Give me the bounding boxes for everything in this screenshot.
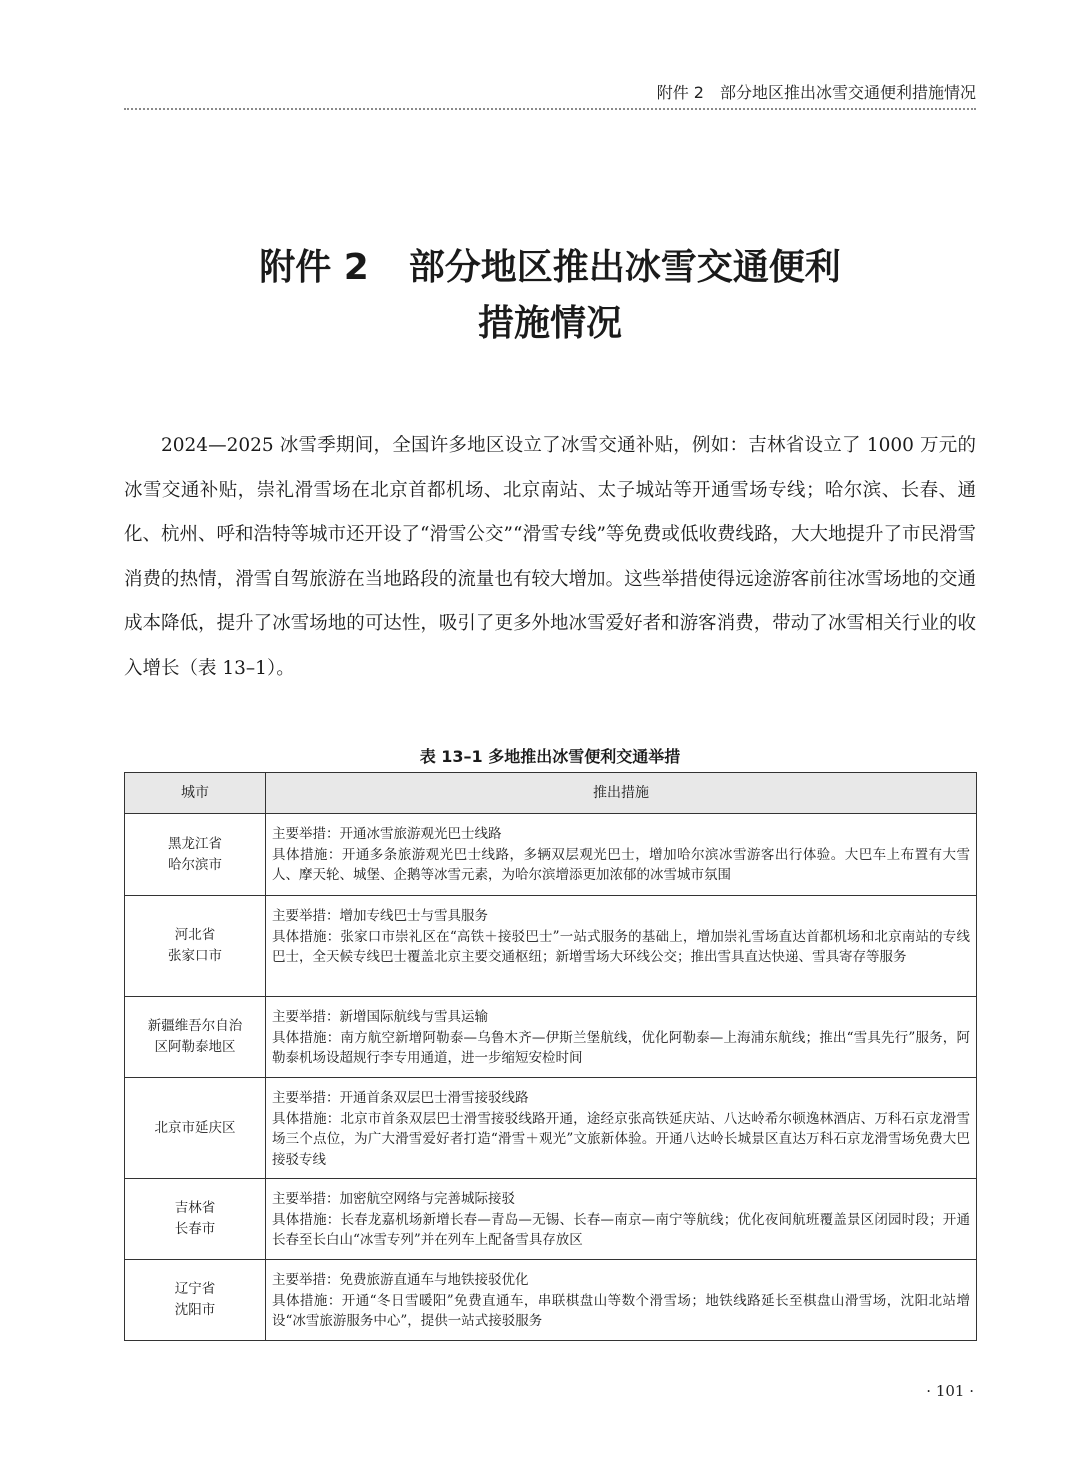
main-measure: 主要举措：开通冰雪旅游观光巴士线路 [272,826,502,842]
measures-cell [266,997,977,1078]
city-name-line: 张家口市 [168,948,222,964]
city-name-line: 辽宁省 [174,1281,216,1297]
detail-measure: 具体措施：开通多条旅游观光巴士线路，多辆双层观光巴士，增加哈尔滨冰雪游客出行体验。大巴车上布置有大雪人、摩天轮、城堡、企鹅等冰雪元素，为哈尔滨增添更加浓郁的冰雪城市氛围 [272,846,970,883]
measures-cell [266,1260,977,1341]
table-caption: 表 13–1 多地推出冰雪便利交通举措 [419,747,681,766]
main-measure: 主要举措：开通首条双层巴士滑雪接驳线路 [272,1090,529,1106]
table-row [125,814,977,896]
city-cell [125,814,266,896]
page-title [124,240,976,352]
detail-measure: 具体措施：南方航空新增阿勒泰—乌鲁木齐—伊斯兰堡航线，优化阿勒泰—上海浦东航线；推出“雪具先行”服务，阿勒泰机场设超规行李专用通道，进一步缩短安检时间 [272,1029,970,1066]
measures-table [124,772,977,1341]
body-paragraph: 2024—2025 冰雪季期间，全国许多地区设立了冰雪交通补贴，例如：吉林省设立了 1000 万元的冰雪交通补贴，崇礼滑雪场在北京首都机场、北京南站、太子城站等开通雪场专线；哈尔滨、长春、通化、杭州、呼和浩特等城市还开设了“滑雪公交”“滑雪专线”等免费或低收费线路，大大地提升了市民滑雪消费的热情，滑雪自驾旅游在当地路段的流量也有较大增加。这些举措使得远途游客前往冰雪场地的交通成本降低，提升了冰雪场地的可达性，吸引了更多外地冰雪爱好者和游客消费，带动了冰雪相关行业的收入增长（表 13–1）。 [124,435,976,679]
city-name-line: 沈阳市 [174,1302,216,1318]
measures-cell [266,814,977,896]
main-measure: 主要举措：加密航空网络与完善城际接驳 [272,1191,515,1207]
page-number: · 101 · [926,1382,974,1400]
header-divider [124,108,976,110]
table-row [125,1078,977,1179]
table-header-row [125,773,977,814]
main-measure: 主要举措：新增国际航线与雪具运输 [272,1009,488,1025]
city-name-line: 新疆维吾尔自治 [147,1018,243,1034]
table-row [125,896,977,997]
measures-cell [266,1078,977,1179]
title-prefix: 附件 2 [259,247,369,288]
city-name-line: 河北省 [174,927,216,943]
running-header: 附件 2 部分地区推出冰雪交通便利措施情况 [656,83,976,102]
column-header-city: 城市 [125,773,266,814]
city-name-line: 区阿勒泰地区 [154,1039,236,1055]
main-measure: 主要举措：增加专线巴士与雪具服务 [272,908,488,924]
main-measure: 主要举措：免费旅游直通车与地铁接驳优化 [272,1272,529,1288]
city-name-line: 黑龙江省 [168,835,222,852]
detail-measure: 具体措施：长春龙嘉机场新增长春—青岛—无锡、长春—南京—南宁等航线；优化夜间航班覆盖景区闭园时段；开通长春至长白山“冰雪专列”并在列车上配备雪具存放区 [272,1211,970,1248]
city-cell [125,896,266,997]
city-cell [125,1179,266,1260]
detail-measure: 具体措施：北京市首条双层巴士滑雪接驳线路开通，途经京张高铁延庆站、八达岭希尔顿逸林酒店、万科石京龙滑雪场三个点位，为广大滑雪爱好者打造“滑雪＋观光”文旅新体验。开通八达岭长城景区直达万科石京龙滑雪场免费大巴接驳专线 [272,1110,970,1168]
city-name-line: 北京市延庆区 [154,1119,236,1136]
title-line-2: 措施情况 [477,303,622,344]
table-row [125,997,977,1078]
column-header-measures: 推出措施 [266,773,977,814]
city-cell [125,1078,266,1179]
detail-measure: 具体措施：张家口市崇礼区在“高铁＋接驳巴士”一站式服务的基础上，增加崇礼雪场直达首都机场和北京南站的专线巴士，全天候专线巴士覆盖北京主要交通枢纽；新增雪场大环线公交；推出雪具直达快递、雪具寄存等服务 [272,928,970,965]
measures-cell [266,896,977,997]
city-name-line: 哈尔滨市 [168,856,222,873]
city-cell [125,997,266,1078]
detail-measure: 具体措施：开通“冬日雪暖阳”免费直通车，串联棋盘山等数个滑雪场；地铁线路延长至棋盘山滑雪场，沈阳北站增设“冰雪旅游服务中心”，提供一站式接驳服务 [272,1292,970,1329]
measures-cell [266,1179,977,1260]
city-cell [125,1260,266,1341]
table-row [125,1179,977,1260]
city-name-line: 长春市 [174,1221,216,1237]
title-line-1 [124,240,976,296]
title-text-1: 部分地区推出冰雪交通便利 [408,247,841,288]
city-name-line: 吉林省 [174,1200,216,1216]
table-row [125,1260,977,1341]
